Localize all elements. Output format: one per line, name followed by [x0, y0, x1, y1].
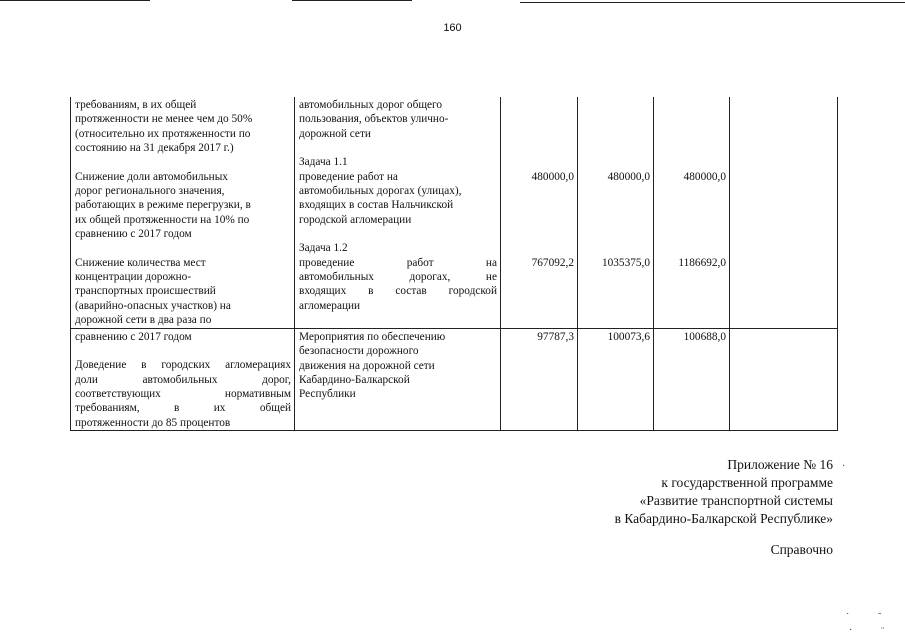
page-number: 160 — [443, 22, 462, 34]
task-text: Задача 1.1 проведение работ на автомобильных дорогах (улицах), входящих в состав Нальчикской городской агломерации — [299, 156, 462, 226]
goal-text: Снижение доли автомобильных дорог регионального значения, работающих в режиме перегрузки, в их общей протяженности на 10% по сравнению с 2017 годом — [75, 170, 251, 241]
empty-cell — [730, 328, 838, 430]
appendix-line: к государственной программе — [661, 475, 833, 490]
task-title: Задача 1.2 — [299, 242, 348, 255]
scan-speck: ˜ — [878, 612, 882, 623]
table-row — [71, 328, 838, 430]
value-cell-year3: 480000,0 1186692,0 — [654, 97, 730, 328]
scan-speck: ˙ — [846, 612, 850, 623]
value-cell-year2: 100073,6 — [578, 328, 654, 430]
scan-edge-line-right — [520, 2, 905, 3]
goal-cell: требованиям, в их общей протяженности не менее чем до 50% (относительно их протяженности по состоянию на 31 декабря 2017 г.) Снижение доли автомобильных дорог регионального значения, работающих в режиме перегрузки, в их общей протяженности на 10% по сравнению с 2017 годом Снижение количества мест концентрации дорожно- транспортных происшествий (аварийно-опасных участков) на дорожной сети в два раза по — [71, 97, 295, 328]
reference-note: Справочно — [770, 542, 833, 557]
table-row — [71, 97, 838, 328]
value-cell-year1: 97787,3 — [501, 328, 578, 430]
scan-edge-line-center — [292, 0, 412, 1]
goal-cell: сравнению с 2017 годом Доведение в городских агломерациях доли автомобильных дорог, соответствующих нормативным требованиям, в их общей протяженности до 85 процентов — [71, 328, 295, 430]
task-cell — [295, 328, 501, 430]
appendix-title: Приложение № 16 — [727, 457, 833, 472]
appendix-heading — [615, 456, 833, 528]
task-cell: автомобильных дорог общего пользования, объектов улично- дорожной сети Задача 1.1 проведение работ на автомобильных дорогах (улицах), входящих в состав Нальчикской городской агломерации Задача 1.2 проведение работ на автомобильных дорогах, не входящих в состав городской агломерации — [295, 97, 501, 328]
task-text: Мероприятия по обеспечению безопасности дорожного движения на дорожной сети Кабардино-Балкарской Республики — [299, 330, 446, 401]
empty-cell — [730, 97, 838, 328]
scan-speck: · — [842, 461, 846, 472]
value-cell-year1: 480000,0 767092,2 — [501, 97, 578, 328]
goal-text: Снижение количества мест концентрации дорожно- транспортных происшествий (аварийно-опасных участков) на дорожной сети в два раза по — [75, 256, 231, 327]
value-cell-year3: 100688,0 — [654, 328, 730, 430]
appendix-line: «Развитие транспортной системы — [639, 493, 833, 508]
scan-speck: ¨ — [881, 626, 885, 637]
appendix-line: в Кабардино-Балкарской Республике» — [614, 511, 833, 526]
program-measures-table — [70, 97, 838, 431]
value-cell-year2: 480000,0 1035375,0 — [578, 97, 654, 328]
scan-speck: · — [849, 625, 853, 636]
scan-edge-line-left — [0, 0, 150, 1]
